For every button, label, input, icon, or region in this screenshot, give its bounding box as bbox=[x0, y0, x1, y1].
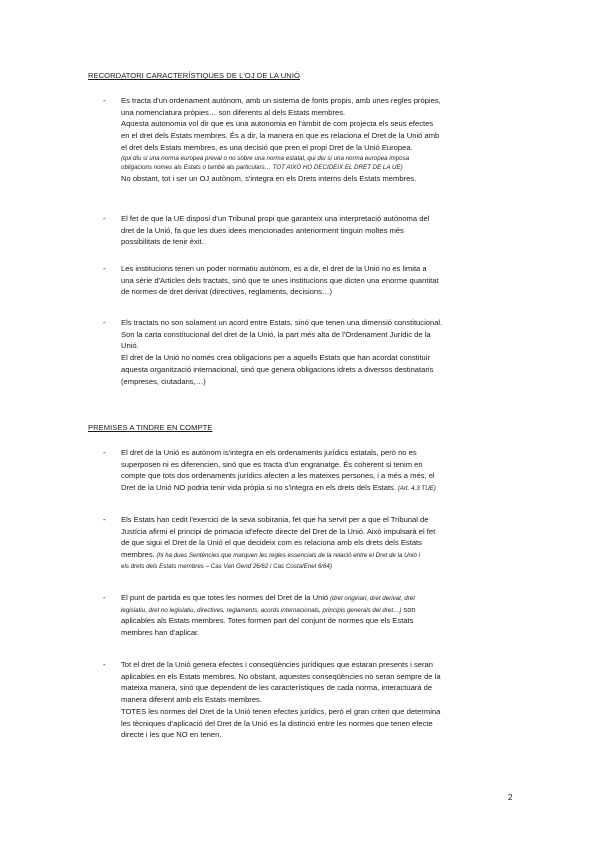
text-line: directe i les que NO en tenen. bbox=[121, 730, 222, 740]
text-line: mateixa manera, sinó que dependent de les característiques de cada norma, interactuarà de bbox=[121, 683, 433, 693]
text-line: dret de la Unió, fa que les dues idees mencionades anteriorment tinguin moltes més bbox=[121, 225, 404, 235]
text-line: membres han d'aplicar. bbox=[121, 628, 200, 637]
bullet-text bbox=[121, 263, 521, 298]
bullet-dash: - bbox=[103, 318, 106, 327]
text-line: possibilitats de tenir èxit. bbox=[121, 237, 204, 247]
inline-note: (Art. 4.3 TUE) bbox=[395, 485, 436, 493]
bullet-text bbox=[121, 659, 521, 741]
text-line: manera diferent amb els Estats membres. bbox=[121, 695, 262, 705]
section-heading-premises: PREMISES A TINDRE EN COMPTE bbox=[88, 423, 213, 432]
inline-note: (hi ha dues Sentències que marquen les regles essencials de la relació entre el Dret de la Unió i bbox=[154, 552, 420, 560]
note-line: els drets dels Estats membres – Cas Van Gend 26/62 i Cas Costa/Enel 6/64) bbox=[121, 562, 332, 570]
bullet-dash: - bbox=[103, 448, 106, 457]
text-line: No obstant, tot i ser un OJ autònom, s'integra en els Drets interns dels Estats membres. bbox=[121, 173, 417, 183]
bullet-dash: - bbox=[103, 593, 106, 602]
note-line: (qui diu si una norma europea preval o no sobre una norma estatal, qui diu si una norma europea imposa bbox=[121, 154, 410, 162]
text-line: compte que tots dos ordenaments jurídics afecten a les mateixes persones, i a més a més, el bbox=[121, 471, 435, 481]
text-line: Dret de la Unió NO podria tenir vida pròpia si no s'integra en els drets dels Estats. (Art. 4.3 TUE) bbox=[121, 483, 436, 493]
text-line: El fet de que la UE disposi d'un Tribunal propi que garanteix una interpretació autònoma del bbox=[121, 214, 430, 223]
bullet-dash: - bbox=[103, 96, 106, 105]
bullet-dash: - bbox=[103, 264, 106, 273]
text-line: El dret de la Unió no només crea obligacions per a aquells Estats que han acordat constituir bbox=[121, 353, 430, 363]
bullet-dash: - bbox=[103, 515, 106, 524]
text-line: superposen ni es diferencien, sinó que es tracta d'un engranatge. És coherent si tenim en bbox=[121, 459, 423, 469]
inline-text: son bbox=[401, 604, 416, 614]
bullet-text bbox=[121, 95, 521, 184]
text-line: (empreses, ciutadans,…) bbox=[121, 376, 206, 386]
text-line: de que sigui el Dret de la Unió el que decideix com es relaciona amb els drets dels Estats bbox=[121, 538, 422, 548]
bullet-text bbox=[121, 317, 521, 387]
bullet-text bbox=[121, 447, 521, 495]
note-line: legislatiu, dret no legislatiu, directives, reglaments, acords internacionals, principis generals del dret…) son bbox=[121, 604, 416, 614]
page-number: 2 bbox=[508, 793, 513, 802]
text-line: Els tractats no son solament un acord entre Estats, sinó que tenen una dimensió constitucional. bbox=[121, 318, 443, 327]
text-line: Els Estats han cedit l'exercici de la seva sobirania, fet que ha servit per a que el Tribunal de bbox=[121, 515, 429, 524]
text-line: TOTES les normes del Dret de la Unió tenen efectes jurídics, però el gran criteri que determina bbox=[121, 706, 441, 716]
inline-note: (dret originari, dret derivat, dret bbox=[328, 595, 415, 602]
text-line: en el dret dels Estats membres. És a dir, la manera en que es relaciona el Dret de la Unió amb bbox=[121, 131, 440, 141]
text-line: Unió. bbox=[121, 341, 139, 351]
text-line: Les institucions tenen un poder normatiu autònom, es a dir, el dret de la Unió no es limita a bbox=[121, 264, 427, 273]
text-line: el dret dels Estats membres, es una decisió que pren el propi Dret de la Unió Europea. bbox=[121, 142, 413, 152]
text-line: membres. (hi ha dues Sentències que marquen les regles essencials de la relació entre el Dret de la Unió i bbox=[121, 550, 420, 560]
bullet-text bbox=[121, 213, 521, 248]
bullet-dash: - bbox=[103, 660, 106, 669]
text-line: de normes de dret derivat (directives, reglaments, decisions…) bbox=[121, 287, 333, 297]
section-heading-characteristics: RECORDATORI CARACTERÍSTIQUES DE L'OJ DE LA UNIÓ bbox=[88, 71, 300, 80]
text-line: les tècniques d'aplicació del Dret de la Unió es la distinció entre les normes que tenen efecte bbox=[121, 718, 433, 728]
text-line: El dret de la Unió es autònom is'integra en els ordenaments jurídics estatals, però no es bbox=[121, 448, 417, 457]
text-line: aplicables en els Estats membres. No obstant, aquestes conseqüències no seran sempre de la bbox=[121, 671, 441, 681]
text-line: Tot el dret de la Unió genera efectes i conseqüències jurídiques que estaran presents i seran bbox=[121, 660, 433, 669]
text-line: Justícia afirmi el principi de primacia id'efecte directe del Dret de la Unió. Això impulsarà el fet bbox=[121, 526, 436, 536]
text-line: Aquesta autonomia vol dir que es una autonomia en l'àmbit de com projecta els seus efectes bbox=[121, 119, 434, 129]
bullet-text bbox=[121, 592, 521, 639]
text-line: una sèrie d'Articles dels tractats, sinó que te unes institucions que dicten una enorme quantitat bbox=[121, 275, 439, 285]
text-line: aplicables als Estats membres. Totes formen part del conjunt de normes que els Estats bbox=[121, 616, 414, 626]
text-line: aquesta organització internacional, sinó que genera obligacions idrets a diversos destinataris bbox=[121, 364, 434, 374]
bullet-text bbox=[121, 514, 521, 571]
text-line: Es tracta d'un ordenament autònom, amb un sistema de fonts propis, amb unes regles pròpies, bbox=[121, 96, 441, 105]
text-line: una nomenclatura pròpies… son diferents al dels Estats membres. bbox=[121, 107, 346, 117]
text-line: Son la carta constitucional del dret de la Unió, la part més alta de l'Ordenament Jurídic de la bbox=[121, 329, 431, 339]
text-line: El punt de partida es que totes les normes del Dret de la Unió (dret originari, dret derivat, dret bbox=[121, 593, 415, 602]
bullet-dash: - bbox=[103, 214, 106, 223]
note-line: obligacions nomes als Estats o també als particulars… TOT AIXÒ HO DECIDEIX EL DRET DE LA UE) bbox=[121, 164, 403, 172]
